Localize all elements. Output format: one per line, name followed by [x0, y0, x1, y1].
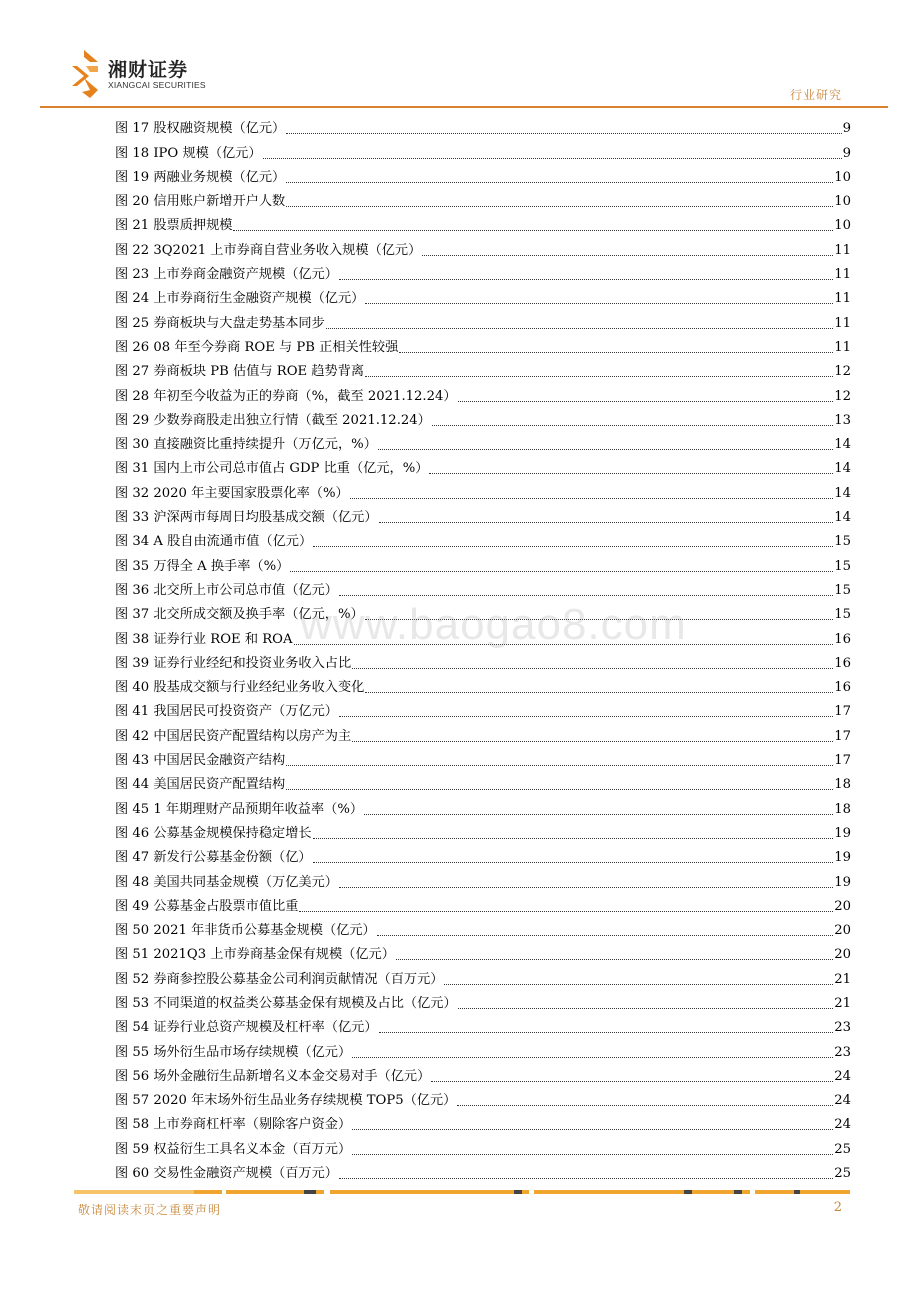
dot-leader: [399, 351, 833, 353]
dot-leader: [313, 545, 833, 547]
watermark: www.baogao8.com: [300, 600, 687, 649]
dot-leader: [286, 788, 833, 790]
toc-entry[interactable]: [115, 526, 851, 550]
dot-leader: [378, 448, 833, 450]
toc-entry-title: 图 45 1 年期理财产品预期年收益率（%）: [115, 801, 364, 817]
toc-entry[interactable]: [115, 1061, 851, 1085]
toc-entry[interactable]: [115, 1109, 851, 1133]
dot-leader: [313, 861, 834, 863]
toc-entry-page: 16: [834, 680, 851, 696]
dot-leader: [286, 764, 833, 766]
toc-entry-title: 图 23 上市券商金融资产规模（亿元）: [115, 267, 338, 283]
dot-leader: [339, 1177, 833, 1179]
dot-leader: [263, 157, 842, 159]
toc-entry[interactable]: [115, 283, 851, 307]
toc-entry-page: 10: [834, 194, 851, 210]
toc-entry-title: 图 17 股权融资规模（亿元）: [115, 121, 286, 137]
toc-entry[interactable]: [115, 1012, 851, 1036]
toc-entry[interactable]: [115, 210, 851, 234]
toc-entry[interactable]: [115, 1036, 851, 1060]
toc-entry-page: 19: [834, 850, 851, 866]
toc-entry-page: 14: [834, 485, 851, 501]
toc-entry-title: 图 18 IPO 规模（亿元）: [115, 145, 262, 161]
toc-entry-page: 21: [834, 995, 851, 1011]
toc-entry-title: 图 56 场外金融衍生品新增名义本金交易对手（亿元）: [115, 1068, 431, 1084]
toc-entry-title: 图 48 美国共同基金规模（万亿美元）: [115, 874, 338, 890]
toc-entry-page: 13: [834, 412, 851, 428]
toc-entry-title: 图 35 万得全 A 换手率（%）: [115, 558, 290, 574]
toc-entry-page: 25: [834, 1141, 851, 1157]
toc-entry-page: 14: [834, 461, 851, 477]
footer-stripe: [74, 1190, 850, 1194]
dot-leader: [379, 1031, 834, 1033]
toc-entry[interactable]: [115, 575, 851, 599]
toc-entry[interactable]: [115, 1133, 851, 1157]
toc-entry-page: 19: [834, 874, 851, 890]
toc-entry[interactable]: [115, 477, 851, 501]
toc-entry-page: 14: [834, 437, 851, 453]
dot-leader: [365, 691, 833, 693]
toc-entry-page: 20: [834, 923, 851, 939]
toc-entry-page: 19: [834, 825, 851, 841]
dot-leader: [422, 254, 833, 256]
toc-entry-page: 14: [834, 510, 851, 526]
dot-leader: [339, 594, 833, 596]
dot-leader: [350, 497, 834, 499]
toc-entry-title: 图 57 2020 年末场外衍生品业务存续规模 TOP5（亿元）: [115, 1093, 457, 1109]
company-logo: [68, 48, 248, 100]
toc-entry-page: 23: [834, 1044, 851, 1060]
toc-entry-page: 12: [834, 364, 851, 380]
logo-english-name: XIANGCAI SECURITIES: [108, 80, 206, 90]
dot-leader: [365, 375, 833, 377]
toc-entry-title: 图 39 证券行业经纪和投资业务收入占比: [115, 655, 352, 671]
toc-entry-page: 24: [834, 1068, 851, 1084]
toc-entry-title: 图 26 08 年至今券商 ROE 与 PB 正相关性较强: [115, 339, 399, 355]
toc-entry-page: 10: [834, 218, 851, 234]
toc-entry[interactable]: [115, 550, 851, 574]
toc-entry-page: 24: [834, 1117, 851, 1133]
toc-entry-page: 15: [834, 534, 851, 550]
toc-entry-title: 图 20 信用账户新增开户人数: [115, 194, 286, 210]
toc-entry-page: 20: [834, 947, 851, 963]
toc-entry[interactable]: [115, 963, 851, 987]
toc-entry-title: 图 36 北交所上市公司总市值（亿元）: [115, 582, 338, 598]
toc-entry[interactable]: [115, 113, 851, 137]
dot-leader: [364, 813, 833, 815]
dot-leader: [339, 715, 833, 717]
toc-entry-title: 图 40 股基成交额与行业经纪业务收入变化: [115, 680, 365, 696]
dot-leader: [233, 229, 833, 231]
dot-leader: [352, 1056, 833, 1058]
toc-entry-title: 图 52 券商参控股公募基金公司利润贡献情况（百万元）: [115, 971, 444, 987]
toc-entry[interactable]: [115, 1085, 851, 1109]
toc-entry-page: 15: [834, 558, 851, 574]
logo-mark-icon: [68, 48, 102, 100]
disclaimer-notice: 敬请阅读末页之重要声明: [78, 1203, 222, 1217]
dot-leader: [352, 1153, 833, 1155]
toc-entry-page: 15: [834, 607, 851, 623]
toc-entry-title: 图 55 场外衍生品市场存续规模（亿元）: [115, 1044, 352, 1060]
toc-entry[interactable]: [115, 891, 851, 915]
toc-entry[interactable]: [115, 186, 851, 210]
toc-entry-page: 20: [834, 898, 851, 914]
toc-entry-title: 图 53 不同渠道的权益类公募基金保有规模及占比（亿元）: [115, 995, 457, 1011]
toc-entry-title: 图 19 两融业务规模（亿元）: [115, 169, 286, 185]
toc-entry-title: 图 24 上市券商衍生金融资产规模（亿元）: [115, 291, 365, 307]
toc-entry-title: 图 33 沪深两市每周日均股基成交额（亿元）: [115, 510, 378, 526]
toc-entry[interactable]: [115, 866, 851, 890]
toc-entry[interactable]: [115, 648, 851, 672]
toc-entry[interactable]: [115, 429, 851, 453]
dot-leader: [365, 302, 833, 304]
dot-leader: [286, 181, 833, 183]
toc-entry-title: 图 46 公募基金规模保持稳定增长: [115, 825, 312, 841]
dot-leader: [431, 1080, 833, 1082]
toc-entry-title: 图 54 证券行业总资产规模及杠杆率（亿元）: [115, 1020, 378, 1036]
toc-entry-title: 图 59 权益衍生工具名义本金（百万元）: [115, 1141, 352, 1157]
toc-entry-title: 图 22 3Q2021 上市券商自营业务收入规模（亿元）: [115, 242, 422, 258]
toc-entry[interactable]: [115, 672, 851, 696]
dot-leader: [286, 205, 833, 207]
section-label: 行业研究: [789, 88, 842, 102]
toc-entry-title: 图 49 公募基金占股票市值比重: [115, 898, 299, 914]
toc-entry-page: 9: [842, 121, 851, 137]
dot-leader: [352, 740, 833, 742]
toc-entry[interactable]: [115, 162, 851, 186]
dot-leader: [432, 424, 833, 426]
toc-entry-title: 图 41 我国居民可投资资产（万亿元）: [115, 704, 338, 720]
toc-entry[interactable]: [115, 818, 851, 842]
toc-entry-page: 17: [834, 728, 851, 744]
toc-entry[interactable]: [115, 405, 851, 429]
header-divider: [40, 106, 888, 108]
toc-entry-title: 图 28 年初至今收益为正的券商（%，截至 2021.12.24）: [115, 388, 457, 404]
toc-entry-title: 图 31 国内上市公司总市值占 GDP 比重（亿元，%）: [115, 461, 429, 477]
toc-entry[interactable]: [115, 915, 851, 939]
toc-entry-title: 图 50 2021 年非货币公募基金规模（亿元）: [115, 923, 376, 939]
toc-entry-page: 25: [834, 1166, 851, 1182]
toc-entry-page: 18: [834, 777, 851, 793]
toc-entry-page: 16: [834, 631, 851, 647]
toc-entry[interactable]: [115, 356, 851, 380]
toc-entry-title: 图 34 A 股自由流通市值（亿元）: [115, 534, 313, 550]
toc-entry-page: 12: [834, 388, 851, 404]
toc-entry[interactable]: [115, 307, 851, 331]
toc-entry-page: 11: [834, 339, 851, 355]
toc-entry-title: 图 32 2020 年主要国家股票化率（%）: [115, 485, 349, 501]
toc-entry-title: 图 51 2021Q3 上市券商基金保有规模（亿元）: [115, 947, 395, 963]
toc-entry-title: 图 43 中国居民金融资产结构: [115, 753, 286, 769]
toc-entry[interactable]: [115, 720, 851, 744]
toc-entry-page: 21: [834, 971, 851, 987]
dot-leader: [339, 278, 833, 280]
dot-leader: [352, 1128, 833, 1130]
dot-leader: [326, 327, 833, 329]
toc-entry[interactable]: [115, 988, 851, 1012]
toc-entry-title: 图 30 直接融资比重持续提升（万亿元，%）: [115, 437, 377, 453]
toc-entry-page: 18: [834, 801, 851, 817]
toc-entry-title: 图 42 中国居民资产配置结构以房产为主: [115, 728, 352, 744]
toc-entry[interactable]: [115, 769, 851, 793]
dot-leader: [299, 910, 833, 912]
dot-leader: [286, 132, 841, 134]
toc-entry[interactable]: [115, 696, 851, 720]
toc-entry-page: 11: [834, 267, 851, 283]
dot-leader: [458, 400, 834, 402]
toc-entry-page: 17: [834, 753, 851, 769]
dot-leader: [290, 570, 833, 572]
toc-entry-title: 图 27 券商板块 PB 估值与 ROE 趋势背离: [115, 364, 365, 380]
dot-leader: [313, 837, 834, 839]
dot-leader: [458, 1007, 834, 1009]
dot-leader: [444, 983, 833, 985]
toc-entry-title: 图 60 交易性金融资产规模（百万元）: [115, 1166, 338, 1182]
page-number: 2: [833, 1200, 842, 1215]
toc-entry[interactable]: [115, 453, 851, 477]
toc-entry-page: 15: [834, 582, 851, 598]
toc-entry-title: 图 58 上市券商杠杆率（剔除客户资金）: [115, 1117, 352, 1133]
toc-entry[interactable]: [115, 234, 851, 258]
dot-leader: [339, 886, 833, 888]
toc-entry-title: 图 37 北交所成交额及换手率（亿元，%）: [115, 607, 364, 623]
toc-entry-title: 图 44 美国居民资产配置结构: [115, 777, 286, 793]
toc-entry[interactable]: [115, 939, 851, 963]
dot-leader: [396, 958, 833, 960]
toc-entry[interactable]: [115, 332, 851, 356]
dot-leader: [379, 521, 834, 523]
dot-leader: [352, 667, 833, 669]
toc-entry-title: 图 25 券商板块与大盘走势基本同步: [115, 315, 325, 331]
dot-leader: [457, 1104, 833, 1106]
toc-entry-page: 9: [842, 145, 851, 161]
toc-entry[interactable]: [115, 745, 851, 769]
toc-entry[interactable]: [115, 380, 851, 404]
logo-chinese-name: 湘财证券: [108, 59, 189, 81]
toc-entry-page: 23: [834, 1020, 851, 1036]
toc-entry-page: 11: [834, 315, 851, 331]
toc-entry-page: 17: [834, 704, 851, 720]
toc-entry-page: 10: [834, 169, 851, 185]
toc-entry[interactable]: [115, 793, 851, 817]
toc-entry-page: 16: [834, 655, 851, 671]
toc-entry-title: 图 38 证券行业 ROE 和 ROA: [115, 631, 293, 647]
toc-entry-title: 图 47 新发行公募基金份额（亿）: [115, 850, 312, 866]
toc-entry[interactable]: [115, 259, 851, 283]
toc-entry-page: 24: [834, 1093, 851, 1109]
toc-entry[interactable]: [115, 137, 851, 161]
dot-leader: [377, 934, 833, 936]
toc-entry[interactable]: [115, 842, 851, 866]
toc-entry-title: 图 21 股票质押规模: [115, 218, 233, 234]
toc-entry-page: 11: [834, 242, 851, 258]
toc-entry[interactable]: [115, 1158, 851, 1182]
toc-entry-page: 11: [834, 291, 851, 307]
dot-leader: [429, 472, 833, 474]
toc-entry-title: 图 29 少数券商股走出独立行情（截至 2021.12.24）: [115, 412, 431, 428]
toc-entry[interactable]: [115, 502, 851, 526]
